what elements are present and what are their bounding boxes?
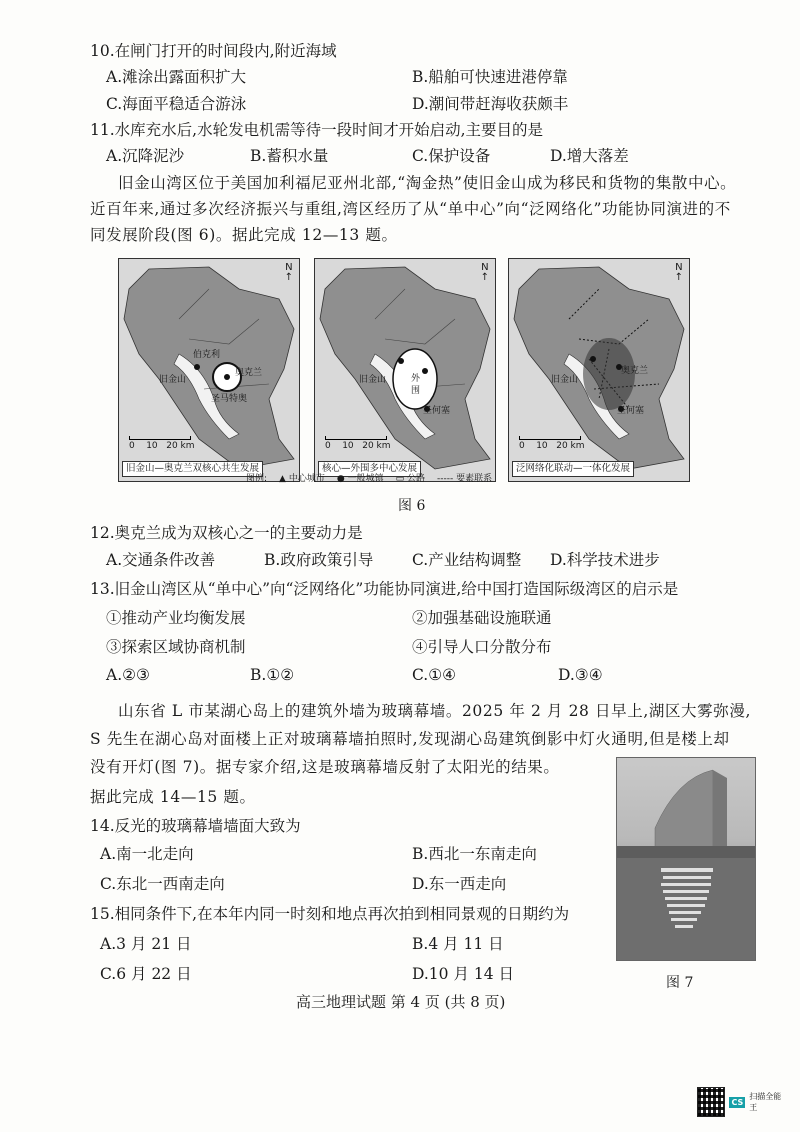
passage1-line-3: 同发展阶段(图 6)。据此完成 12—13 题。 xyxy=(90,226,398,244)
figure-6-legend xyxy=(246,471,492,484)
q13-item-3: ③探索区域协商机制 xyxy=(106,638,246,656)
panel-3-caption: 泛网络化联动—一体化发展 xyxy=(512,461,634,477)
label-san-jose: 圣何塞 xyxy=(617,406,645,416)
q12-option-a[interactable]: A.交通条件改善 xyxy=(106,551,216,569)
scale-bar: 0 10 20 km xyxy=(325,436,391,451)
q13-stem: 13.旧金山湾区从“单中心”向“泛网络化”功能协同演进,给中国打造国际级湾区的启示是 xyxy=(90,580,679,598)
legend-town: ● 一般城镇 xyxy=(336,474,384,484)
passage2-line-3: 没有开灯(图 7)。据专家介绍,这是玻璃幕墙反射了太阳光的结果。 xyxy=(90,758,560,776)
legend-link: ----- 要素联系 xyxy=(437,474,493,484)
q12-stem: 12.奥克兰成为双核心之一的主要动力是 xyxy=(90,524,363,542)
passage2-line-4: 据此完成 14—15 题。 xyxy=(90,788,256,806)
q10-option-b[interactable]: B.船舶可快速进港停靠 xyxy=(412,68,568,86)
q15-option-d[interactable]: D.10 月 14 日 xyxy=(412,965,515,983)
q12-option-c[interactable]: C.产业结构调整 xyxy=(412,551,522,569)
q13-option-c[interactable]: C.①④ xyxy=(412,666,457,684)
q13-option-b[interactable]: B.①② xyxy=(250,666,295,684)
q10-option-d[interactable]: D.潮间带赶海收获颇丰 xyxy=(412,95,569,113)
q14-option-a[interactable]: A.南一北走向 xyxy=(100,845,194,863)
figure-6 xyxy=(118,258,698,480)
label-oakland: 奥克兰 xyxy=(235,368,263,378)
map-panel-2 xyxy=(314,258,496,482)
north-arrow: N ↑ xyxy=(480,262,489,283)
q14-option-d[interactable]: D.东一西走向 xyxy=(412,875,507,893)
q14-option-b[interactable]: B.西北一东南走向 xyxy=(412,845,537,863)
page-footer: 高三地理试题 第 4 页 (共 8 页) xyxy=(296,993,506,1011)
passage2-line-1: 山东省 L 市某湖心岛上的建筑外墙为玻璃幕墙。2025 年 2 月 28 日早上,湖区大雾弥漫, xyxy=(118,702,751,720)
q15-option-c[interactable]: C.6 月 22 日 xyxy=(100,965,192,983)
scanner-watermark xyxy=(697,1086,787,1118)
label-periphery-1: 外 xyxy=(411,374,421,384)
q11-option-c[interactable]: C.保护设备 xyxy=(412,147,491,165)
q15-option-a[interactable]: A.3 月 21 日 xyxy=(100,935,192,953)
q14-option-c[interactable]: C.东北一西南走向 xyxy=(100,875,225,893)
q13-item-4: ④引导人口分散分布 xyxy=(412,638,552,656)
legend-title: 图例: xyxy=(246,474,268,484)
figure-7-caption: 图 7 xyxy=(666,975,694,991)
north-arrow: N ↑ xyxy=(284,262,293,283)
q13-item-1: ①推动产业均衡发展 xyxy=(106,609,246,627)
label-san-francisco: 旧金山 xyxy=(359,375,387,385)
highway-icon: ▭ xyxy=(395,474,405,484)
triangle-icon: ▲ xyxy=(279,474,286,484)
dashed-line-icon: ----- xyxy=(437,474,454,484)
figure-7-photo xyxy=(616,757,756,961)
scale-bar: 0 10 20 km xyxy=(519,436,585,451)
q12-option-b[interactable]: B.政府政策引导 xyxy=(264,551,374,569)
q11-stem: 11.水库充水后,水轮发电机需等待一段时间才开始启动,主要目的是 xyxy=(90,121,544,139)
q13-option-a[interactable]: A.②③ xyxy=(106,666,150,684)
q10-stem: 10.在闸门打开的时间段内,附近海域 xyxy=(90,42,337,60)
map-panel-3 xyxy=(508,258,690,482)
q14-stem: 14.反光的玻璃幕墙墙面大致为 xyxy=(90,817,301,835)
label-berkeley: 伯克利 xyxy=(193,350,221,360)
legend-center-city: ▲ 中心城市 xyxy=(279,474,325,484)
north-arrow: N ↑ xyxy=(674,262,683,283)
label-san-francisco: 旧金山 xyxy=(159,375,187,385)
dot-icon: ● xyxy=(336,474,345,484)
label-san-mateo: 圣马特奥 xyxy=(211,394,248,404)
map-panel-1 xyxy=(118,258,300,482)
panel-2-caption: 核心—外围多中心发展 xyxy=(318,461,421,477)
q11-option-d[interactable]: D.增大落差 xyxy=(550,147,629,165)
legend-highway: ▭ 公路 xyxy=(395,474,426,484)
q10-option-c[interactable]: C.海面平稳适合游泳 xyxy=(106,95,247,113)
q15-option-b[interactable]: B.4 月 11 日 xyxy=(412,935,504,953)
scale-bar: 0 10 20 km xyxy=(129,436,195,451)
qr-code-icon xyxy=(697,1087,725,1117)
glass-building-reflection xyxy=(617,758,755,960)
q11-option-a[interactable]: A.沉降泥沙 xyxy=(106,147,185,165)
q15-stem: 15.相同条件下,在本年内同一时刻和地点再次拍到相同景观的日期约为 xyxy=(90,905,570,923)
cs-logo: CS xyxy=(731,1097,744,1107)
figure-6-caption: 图 6 xyxy=(398,498,426,514)
label-san-francisco: 旧金山 xyxy=(551,375,579,385)
q13-option-d[interactable]: D.③④ xyxy=(558,666,603,684)
label-periphery-2: 围 xyxy=(411,386,421,396)
label-oakland: 奥克兰 xyxy=(621,366,649,376)
q11-option-b[interactable]: B.蓄积水量 xyxy=(250,147,329,165)
q13-item-2: ②加强基础设施联通 xyxy=(412,609,552,627)
passage2-line-2: S 先生在湖心岛对面楼上正对玻璃幕墙拍照时,发现湖心岛建筑倒影中灯火通明,但是楼上却 xyxy=(90,730,730,748)
scanner-text: 扫描全能王 xyxy=(749,1092,782,1112)
passage1-line-1: 旧金山湾区位于美国加利福尼亚州北部,“淘金热”使旧金山成为移民和货物的集散中心。 xyxy=(118,174,737,192)
label-san-jose: 圣何塞 xyxy=(423,406,451,416)
panel-1-caption: 旧金山—奥克兰双核心共生发展 xyxy=(122,461,263,477)
q10-option-a[interactable]: A.滩涂出露面积扩大 xyxy=(106,68,247,86)
passage1-line-2: 近百年来,通过多次经济振兴与重组,湾区经历了从“单中心”向“泛网络化”功能协同演进的不 xyxy=(90,200,731,218)
q12-option-d[interactable]: D.科学技术进步 xyxy=(550,551,660,569)
